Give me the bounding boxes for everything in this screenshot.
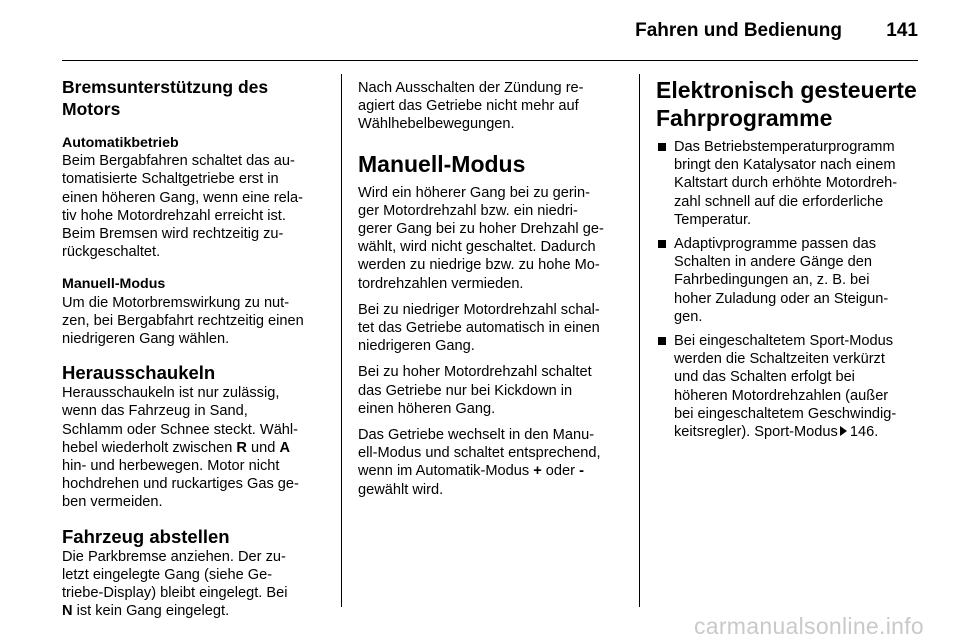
column-divider-1 <box>341 74 342 607</box>
paragraph-manuell-modus <box>62 294 330 349</box>
text-line: zahl schnell auf die erforderliche <box>674 193 884 210</box>
column-divider-2 <box>639 74 640 607</box>
text-line: wenn das Fahrzeug in Sand, <box>62 403 248 420</box>
watermark: carmanualsonline.info <box>693 613 924 639</box>
text-line: Adaptivprogramme passen das <box>674 236 876 253</box>
text-line: Das Betriebstemperaturprogramm <box>674 139 895 155</box>
text-line: tomatisierte Schaltgetriebe erst in <box>62 171 279 188</box>
text-line: werden zu niedrige bzw. zu hohe Mo- <box>358 257 600 274</box>
page-header <box>0 0 960 64</box>
square-bullet-icon <box>658 337 666 345</box>
text-line: rückgeschaltet. <box>62 244 161 261</box>
gear-key-n: N <box>62 603 73 620</box>
text-line: Kaltstart durch erhöhte Motordreh- <box>674 175 898 192</box>
text-line: Wählhebelbewegungen. <box>358 116 515 133</box>
text-line: Beim Bremsen wird rechtzeitig zu- <box>62 226 284 243</box>
gear-key-a: A <box>279 439 290 456</box>
text-line: Wird ein höherer Gang bei zu gerin- <box>358 184 590 201</box>
text-line: bei eingeschaltetem Geschwindig- <box>674 405 897 422</box>
text-line: Bei eingeschaltetem Sport-Modus <box>674 333 894 350</box>
text-line: Nach Ausschalten der Zündung re- <box>358 80 584 96</box>
section-heading-herausschaukeln: Herausschaukeln <box>62 362 216 384</box>
text-line <box>62 439 330 457</box>
text-line: Herausschaukeln ist nur zulässig, <box>62 385 280 402</box>
text-line: höheren Motordrehzahlen (außer <box>674 387 889 404</box>
page-reference[interactable]: 146. <box>849 424 879 441</box>
header-title: Fahren und Bedienung <box>635 20 842 41</box>
text-line: gewählt wird. <box>358 481 444 498</box>
text-line: letzt eingelegte Gang (siehe Ge- <box>62 566 273 583</box>
column-2 <box>358 79 622 499</box>
paragraph-moduswechsel <box>358 426 622 499</box>
text-line: Schalten in andere Gänge den <box>674 254 872 271</box>
text-line: Die Parkbremse anziehen. Der zu- <box>62 548 286 565</box>
text-line: gerer Gang bei zu hoher Drehzahl ge- <box>358 221 604 238</box>
text-line: wählt, wird nicht geschaltet. Dadurch <box>358 239 596 256</box>
page-number: 141 <box>886 20 918 41</box>
text-line: ben vermeiden. <box>62 494 163 511</box>
text-line: und das Schalten erfolgt bei <box>674 369 855 386</box>
text-line: einen höheren Gang, wenn eine rela- <box>62 189 303 206</box>
list-item <box>656 235 922 326</box>
plus-symbol: + <box>533 463 542 480</box>
section-heading-bremsunterstuetzung: Bremsunterstützung des Motors <box>62 77 269 119</box>
text-line: Schlamm oder Schnee steckt. Wähl- <box>62 421 299 438</box>
text-line: zen, bei Bergabfahrt rechtzeitig einen <box>62 312 304 329</box>
paragraph-schaltlogik <box>358 184 622 293</box>
list-item <box>656 138 922 229</box>
text-line: niedrigeren Gang. <box>358 338 475 355</box>
column-3 <box>656 76 922 441</box>
paragraph-herausschaukeln <box>62 384 330 511</box>
text-line: hochdrehen und ruckartiges Gas ge- <box>62 476 299 493</box>
heading-line: Fahrprogramme <box>656 105 833 131</box>
text-fragment: wenn im Automatik-Modus <box>358 463 534 480</box>
text-fragment: hebel wiederholt zwischen <box>62 439 237 456</box>
text-line: niedrigeren Gang wählen. <box>62 331 230 348</box>
text-line: einen höheren Gang. <box>358 400 496 417</box>
text-line: bringt den Katalysator nach einem <box>674 157 896 174</box>
text-line: Temperatur. <box>674 211 752 228</box>
square-bullet-icon <box>658 240 666 248</box>
column-1 <box>62 76 330 620</box>
text-fragment: und <box>246 439 280 456</box>
paragraph-niedrige-drehzahl <box>358 301 622 356</box>
header-rule <box>62 60 918 61</box>
square-bullet-icon <box>658 143 666 151</box>
section-heading-manuell-modus: Manuell-Modus <box>358 150 526 177</box>
section-heading-fahrprogramme <box>656 76 922 132</box>
subheading-automatikbetrieb: Automatikbetrieb <box>62 135 179 151</box>
text-line <box>674 423 922 441</box>
text-line: tet das Getriebe automatisch in einen <box>358 320 600 337</box>
text-line: Bei zu hoher Motordrehzahl schaltet <box>358 364 592 381</box>
text-line: triebe-Display) bleibt eingelegt. Bei <box>62 585 288 602</box>
minus-symbol: - <box>579 463 584 480</box>
text-line <box>358 462 622 480</box>
text-line: tiv hohe Motordrehzahl erreicht ist. <box>62 207 286 224</box>
text-line: ger Motordrehzahl bzw. ein niedri- <box>358 202 578 219</box>
text-fragment: keitsregler). Sport-Modus <box>674 424 838 441</box>
text-line: Beim Bergabfahren schaltet das au- <box>62 153 295 170</box>
text-line: hoher Zuladung oder an Steigun- <box>674 290 889 307</box>
text-line: das Getriebe nur bei Kickdown in <box>358 382 573 399</box>
text-line: tordrehzahlen vermieden. <box>358 275 524 292</box>
list-item <box>656 332 922 441</box>
text-line: werden die Schaltzeiten verkürzt <box>674 351 885 368</box>
subheading-manuell-modus: Manuell-Modus <box>62 276 166 293</box>
text-line: agiert das Getriebe nicht mehr auf <box>358 98 579 115</box>
paragraph-hohe-drehzahl <box>358 363 622 418</box>
text-fragment: oder <box>541 463 580 480</box>
text-fragment: ist kein Gang eingelegt. <box>72 603 230 620</box>
text-line: Fahrbedingungen an, z. B. bei <box>674 272 870 289</box>
section-heading-fahrzeug-abstellen: Fahrzeug abstellen <box>62 525 230 547</box>
text-line: gen. <box>674 308 703 325</box>
paragraph-fahrzeug-abstellen <box>62 548 330 621</box>
paragraph-automatikbetrieb <box>62 152 330 261</box>
text-line: Um die Motorbremswirkung zu nut- <box>62 294 290 311</box>
gear-key-r: R <box>236 439 247 456</box>
text-line <box>62 602 330 620</box>
text-line: hin- und herbewegen. Motor nicht <box>62 458 280 475</box>
text-line: ell-Modus und schaltet entsprechend, <box>358 445 601 462</box>
paragraph-zuendung <box>358 79 622 134</box>
page-reference-arrow-icon <box>840 426 847 436</box>
heading-line: Elektronisch gesteuerte <box>656 77 917 103</box>
text-line: Das Getriebe wechselt in den Manu- <box>358 427 595 444</box>
text-line: Bei zu niedriger Motordrehzahl schal- <box>358 301 600 318</box>
